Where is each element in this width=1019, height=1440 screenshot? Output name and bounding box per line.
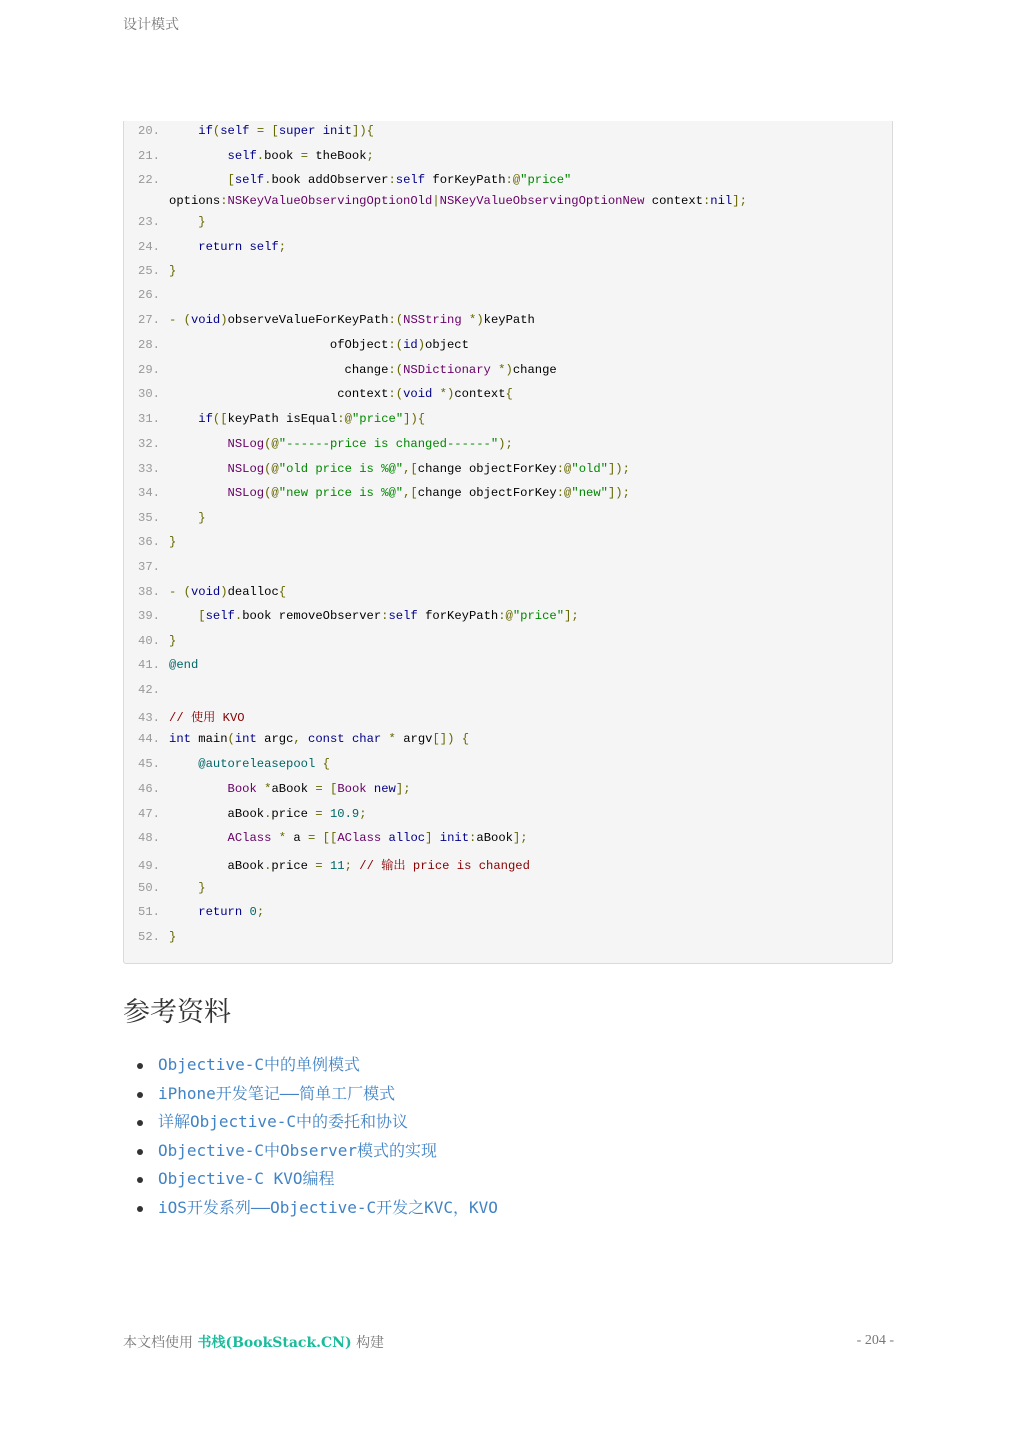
code-line <box>124 486 630 500</box>
list-item <box>123 1138 498 1167</box>
code-line <box>124 412 425 426</box>
code-text: aBook.price = 11; // 输出 price is changed <box>169 859 530 873</box>
list-item <box>123 1166 498 1195</box>
code-text: int main(int argc, const char * argv[]) { <box>169 732 470 746</box>
line-number: 38. <box>138 585 160 599</box>
line-number: 50. <box>138 881 160 895</box>
line-number: 49. <box>138 859 160 873</box>
bullet-icon <box>137 1063 143 1069</box>
code-line <box>124 609 579 623</box>
line-number: 29. <box>138 363 160 377</box>
reference-link[interactable]: iOS开发系列——Objective-C开发之KVC，KVO <box>158 1197 498 1217</box>
code-text: // 使用 KVO <box>169 711 245 725</box>
bullet-icon <box>137 1092 143 1098</box>
reference-link[interactable]: Objective-C中的单例模式 <box>158 1055 360 1074</box>
code-line <box>124 930 176 944</box>
code-text: context:(void *)context{ <box>169 387 513 401</box>
code-line <box>124 881 206 895</box>
code-text: } <box>169 535 177 549</box>
line-number: 41. <box>138 658 160 672</box>
list-item <box>123 1109 498 1138</box>
line-number: 34. <box>138 486 160 500</box>
footer-brand-link[interactable]: 书栈(BookStack.CN) <box>197 1335 352 1351</box>
line-number: 23. <box>138 215 160 229</box>
code-line-continuation: options:NSKeyValueObservingOptionOld|NSKeyValueObservingOptionNew context:nil]; <box>169 194 747 208</box>
line-number: 42. <box>138 683 160 697</box>
bullet-icon <box>137 1206 143 1212</box>
code-line <box>124 782 411 796</box>
line-number: 36. <box>138 535 160 549</box>
code-line <box>124 462 630 476</box>
code-text: ofObject:(id)object <box>169 338 469 352</box>
code-line <box>124 215 206 229</box>
code-text: } <box>198 881 206 895</box>
line-number: 26. <box>138 288 160 302</box>
list-item <box>123 1052 498 1081</box>
reference-link[interactable]: Objective-C KVO编程 <box>158 1169 335 1188</box>
code-line <box>124 149 374 163</box>
code-line <box>124 634 176 648</box>
references-heading: 参考资料 <box>123 997 231 1028</box>
code-text <box>160 683 169 697</box>
line-number: 39. <box>138 609 160 623</box>
code-line <box>124 585 286 599</box>
page-number: - 204 - <box>856 1333 894 1348</box>
code-line <box>124 363 557 377</box>
line-number: 28. <box>138 338 160 352</box>
code-line <box>124 437 513 451</box>
line-number: 40. <box>138 634 160 648</box>
code-line <box>124 757 330 771</box>
line-number: 22. <box>138 173 160 187</box>
code-text: NSLog(@"new price is %@",[change objectForKey:@"new"]); <box>227 486 630 500</box>
line-number: 46. <box>138 782 160 796</box>
footer-suffix: 构建 <box>356 1335 385 1351</box>
references-list <box>123 1052 498 1223</box>
code-text: NSLog(@"old price is %@",[change objectForKey:@"old"]); <box>227 462 630 476</box>
code-line <box>124 387 513 401</box>
code-text: change:(NSDictionary *)change <box>169 363 557 377</box>
footer-prefix: 本文档使用 <box>123 1335 193 1351</box>
line-number: 45. <box>138 757 160 771</box>
code-text <box>160 560 169 574</box>
code-line <box>124 240 286 254</box>
code-line <box>124 807 367 821</box>
code-line <box>124 831 528 845</box>
line-number: 35. <box>138 511 160 525</box>
code-line <box>124 264 176 278</box>
line-number: 44. <box>138 732 160 746</box>
code-text: AClass * a = [[AClass alloc] init:aBook]; <box>227 831 528 845</box>
list-item <box>123 1195 498 1224</box>
code-text: self.book = theBook; <box>227 149 374 163</box>
code-text: if([keyPath isEqual:@"price"]){ <box>198 412 426 426</box>
code-text: } <box>198 215 206 229</box>
code-text: [self.book addObserver:self forKeyPath:@"price" <box>227 173 572 187</box>
line-number: 27. <box>138 313 160 327</box>
reference-link[interactable]: Objective-C中Observer模式的实现 <box>158 1140 438 1160</box>
code-line <box>124 313 535 327</box>
line-number: 21. <box>138 149 160 163</box>
line-number: 20. <box>138 124 160 138</box>
line-number: 32. <box>138 437 160 451</box>
line-number: 30. <box>138 387 160 401</box>
code-line <box>124 173 571 187</box>
code-line <box>124 560 169 574</box>
code-text: NSLog(@"------price is changed------"); <box>227 437 513 451</box>
code-text: } <box>198 511 206 525</box>
code-text: aBook.price = 10.9; <box>169 807 367 821</box>
code-text: @end <box>169 658 199 672</box>
page-header-title: 设计模式 <box>123 17 179 33</box>
bullet-icon <box>137 1120 143 1126</box>
code-text <box>160 288 169 302</box>
code-block <box>123 121 893 964</box>
code-text: - (void)observeValueForKeyPath:(NSString *)keyPath <box>169 313 535 327</box>
code-line <box>124 856 530 873</box>
line-number: 31. <box>138 412 160 426</box>
code-line <box>124 511 206 525</box>
code-line <box>124 288 169 302</box>
line-number: 37. <box>138 560 160 574</box>
code-line <box>124 535 176 549</box>
line-number: 51. <box>138 905 160 919</box>
line-number: 25. <box>138 264 160 278</box>
code-text: @autoreleasepool { <box>198 757 330 771</box>
code-text: [self.book removeObserver:self forKeyPath:@"price"]; <box>198 609 579 623</box>
list-item <box>123 1081 498 1110</box>
bullet-icon <box>137 1149 143 1155</box>
code-line <box>124 708 245 725</box>
code-text: } <box>169 264 177 278</box>
line-number: 33. <box>138 462 160 476</box>
line-number: 43. <box>138 711 160 725</box>
line-number: 24. <box>138 240 160 254</box>
code-text: return self; <box>198 240 287 254</box>
code-line <box>124 683 169 697</box>
code-text: return 0; <box>198 905 265 919</box>
line-number: 52. <box>138 930 160 944</box>
code-line <box>124 732 469 746</box>
code-text: - (void)dealloc{ <box>169 585 287 599</box>
reference-link[interactable]: iPhone开发笔记——简单工厂模式 <box>158 1083 396 1103</box>
code-text: } <box>169 634 177 648</box>
code-line <box>124 905 264 919</box>
reference-link[interactable]: 详解Objective-C中的委托和协议 <box>158 1112 408 1131</box>
line-number: 47. <box>138 807 160 821</box>
code-text: if(self = [super init]){ <box>198 124 374 138</box>
bullet-icon <box>137 1177 143 1183</box>
code-text: Book *aBook = [Book new]; <box>227 782 411 796</box>
code-line <box>124 338 469 352</box>
code-line <box>124 124 374 138</box>
code-line <box>124 658 198 672</box>
footer-credit <box>123 1332 384 1352</box>
code-text: } <box>169 930 177 944</box>
line-number: 48. <box>138 831 160 845</box>
